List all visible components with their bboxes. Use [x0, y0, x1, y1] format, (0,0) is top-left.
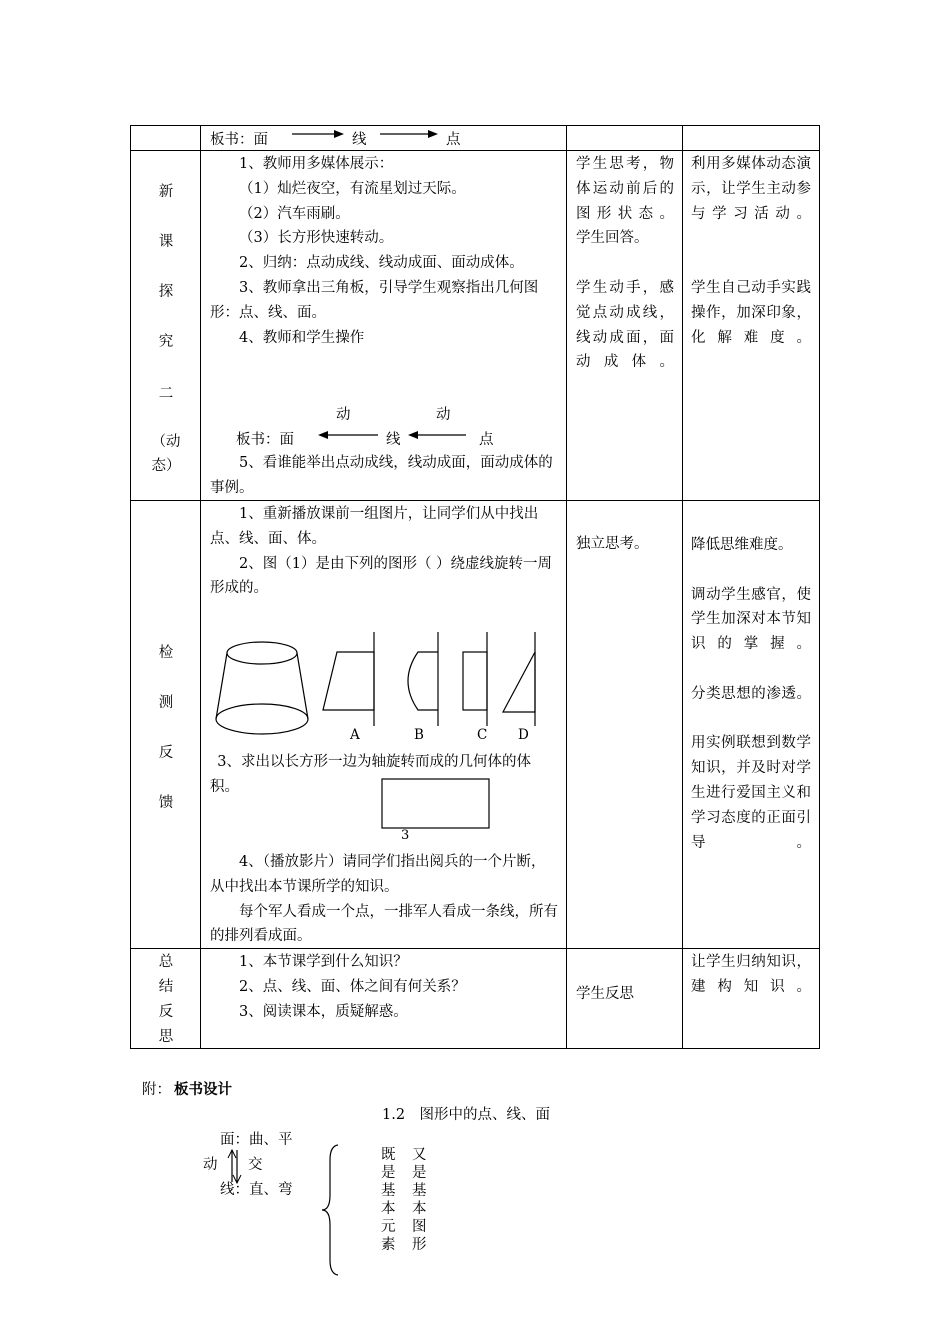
board-col-1: 既 是 基 本 元 素 — [381, 1147, 396, 1253]
board-intersect: 交 — [248, 1157, 263, 1173]
row2-q3: 3、求出以长方形一边为轴旋转而成的几何体的体积。 — [210, 754, 531, 795]
board-face-line: 面：曲、平 — [220, 1132, 293, 1148]
board-motion: 动 — [203, 1157, 218, 1173]
option-label: D — [518, 727, 529, 743]
row3-intent: 让学生归纳知识，建构知识。 — [691, 954, 811, 995]
board-title: 1.2 图形中的点、线、面 — [382, 1107, 551, 1123]
board-col-2: 又 是 基 本 图 形 — [412, 1147, 427, 1253]
board-line-line: 线：直、弯 — [220, 1182, 293, 1198]
option-label: C — [477, 727, 488, 743]
row2-content: 1、重新播放课前一组图片，让同学们从中找出点、线、面、体。 2、图（1）是由下列的图形（ ）绕虚线旋转一周形成的。 — [210, 506, 553, 597]
board-word-point: 点 — [446, 132, 461, 148]
row2-student: 独立思考。 — [576, 536, 649, 552]
row1-content-tail: 5、看谁能举出点动成线，线动成面，面动成体的事例。 — [210, 455, 553, 496]
row2-intent: 降低思维难度。 调动学生感官，使学生加深对本节知识的掌握。 分类思想的渗透。 用实例联想到数学知识，并及时对学生进行爱国主义和学习态度的正面引导。 — [691, 537, 811, 851]
board-word-line: 线 — [386, 432, 401, 448]
row3-student: 学生反思 — [576, 986, 634, 1002]
row1-content: 1、教师用多媒体展示： （1）灿烂夜空，有流星划过天际。 （2）汽车雨刷。 （3）长方形快速转动。 2、归纳：点动成线、线动成面、面动成体。 3、教师拿出三角板，引导学生观察指出几何图形：点、线、面。 4、教师和学生操作 — [210, 156, 539, 346]
board-word-point: 点 — [479, 432, 494, 448]
row1-student: 学生思考，物体运动前后的图形状态。 学生回答。 学生动手，感觉点动成线，线动成面，面动成体。 — [576, 156, 674, 371]
board-text-prefix: 板书：面 — [210, 132, 268, 148]
board-text-prefix: 板书：面 — [236, 432, 294, 448]
motion-label: 动 — [436, 407, 451, 423]
motion-label: 动 — [336, 407, 351, 423]
board-word-line: 线 — [352, 132, 367, 148]
row3-content: 1、本节课学到什么知识？ 2、点、线、面、体之间有何关系？ 3、阅读课本，质疑解惑。 — [239, 954, 466, 1020]
row2-q4: 4、（播放影片）请同学们指出阅兵的一个片断，从中找出本节课所学的知识。 每个军人看成一个点，一排军人看成一条线，所有的排列看成面。 — [210, 854, 558, 945]
row1-intent: 利用多媒体动态演示，让学生主动参与学习活动。 学生自己动手实践操作，加深印象，化解难度。 — [691, 156, 811, 346]
appendix-heading: 板书设计 — [174, 1081, 232, 1098]
appendix-prefix: 附： — [142, 1082, 171, 1098]
option-label: A — [350, 727, 360, 743]
rect-dimension: 3 — [401, 828, 410, 843]
option-label: B — [414, 727, 424, 743]
